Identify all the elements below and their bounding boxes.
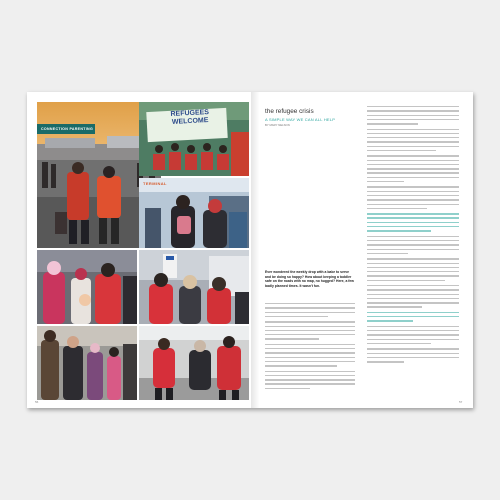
magazine-spread (27, 92, 473, 408)
article-subheadline: A SIMPLE WAY WE CAN ALL HELP (265, 117, 336, 122)
refugee-sign-text: REFUGEES WELCOME (170, 109, 210, 126)
page-number-right: 57 (459, 400, 463, 404)
photo-volunteers-with-child (139, 178, 249, 248)
photo-refugees-welcome-sign (139, 102, 249, 176)
photo-volunteer-with-family (139, 250, 249, 324)
article-intro: Ever wondered the weekly drop with a bake to serve and be doing so happy? How about keeping a toddler safe on the roads with no map, no hugged? Here, a few badly planned times. It wasn't fun. (265, 270, 354, 288)
photo-families-walking (37, 326, 137, 400)
photo-volunteers-street (139, 326, 249, 400)
page-number-left: 56 (35, 400, 39, 404)
page-fold-shadow (251, 92, 265, 408)
section-tag: CONNECTION PARENTING (37, 124, 95, 134)
article-headline: the refugee crisis (265, 108, 314, 115)
article-body-column-1 (265, 303, 355, 392)
article-body-column-2 (367, 106, 459, 365)
photo-women-and-children (37, 250, 137, 324)
terminal-banner-text: TERMINAL (143, 181, 167, 186)
article-byline: BY MARY NELSON (265, 123, 290, 127)
